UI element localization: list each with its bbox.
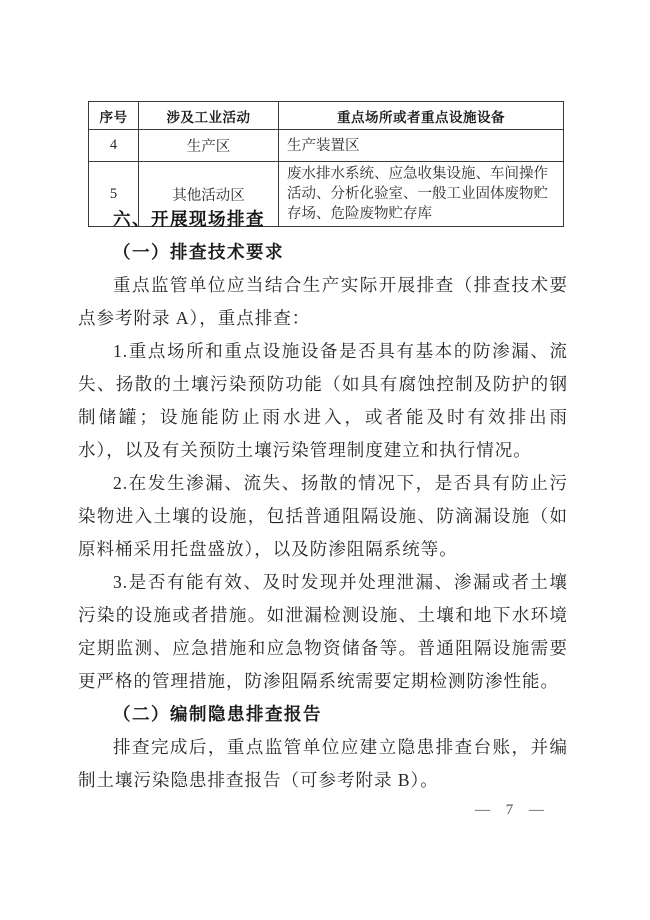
page-number: — 7 — — [475, 802, 550, 818]
table-row — [89, 130, 564, 162]
subsection-1-heading: （一）排查技术要求 — [113, 242, 284, 262]
subsection-2-heading: （二）编制隐患排查报告 — [113, 704, 322, 724]
document-body — [78, 203, 568, 797]
cell-no: 4 — [89, 130, 139, 162]
cell-activity: 其他活动区 — [139, 162, 279, 227]
cell-places: 生产装置区 — [279, 130, 564, 162]
cell-places: 废水排水系统、应急收集设施、车间操作活动、分析化验室、一般工业固体废物贮存场、危险废物贮存库 — [279, 162, 564, 227]
table-header-row — [89, 102, 564, 130]
column-header-activity: 涉及工业活动 — [139, 102, 279, 130]
paragraph-intro: 重点监管单位应当结合生产实际开展排查（排查技术要点参考附录 A），重点排查： — [78, 275, 568, 328]
column-header-no: 序号 — [89, 102, 139, 130]
paragraph-item-2: 2.在发生渗漏、流失、扬散的情况下，是否具有防止污染物进入土壤的设施，包括普通阻隔设施、防滴漏设施（如原料桶采用托盘盛放），以及防渗阻隔系统等。 — [78, 473, 568, 559]
section-heading-six: 六、开展现场排查 — [113, 209, 265, 229]
paragraph-report: 排查完成后，重点监管单位应建立隐患排查台账，并编制土壤污染隐患排查报告（可参考附录 B）。 — [78, 737, 568, 790]
paragraph-item-3: 3.是否有能有效、及时发现并处理泄漏、渗漏或者土壤污染的设施或者措施。如泄漏检测设施、土壤和地下水环境定期监测、应急措施和应急物资储备等。普通阻隔设施需要更严格的管理措施，防渗阻隔系统需要定期检测防渗性能。 — [78, 572, 568, 691]
cell-activity: 生产区 — [139, 130, 279, 162]
paragraph-item-1: 1.重点场所和重点设施设备是否具有基本的防渗漏、流失、扬散的土壤污染预防功能（如具有腐蚀控制及防护的钢制储罐；设施能防止雨水进入，或者能及时有效排出雨水），以及有关预防土壤污染管理制度建立和执行情况。 — [78, 341, 568, 460]
column-header-places: 重点场所或者重点设施设备 — [279, 102, 564, 130]
cell-no: 5 — [89, 162, 139, 227]
